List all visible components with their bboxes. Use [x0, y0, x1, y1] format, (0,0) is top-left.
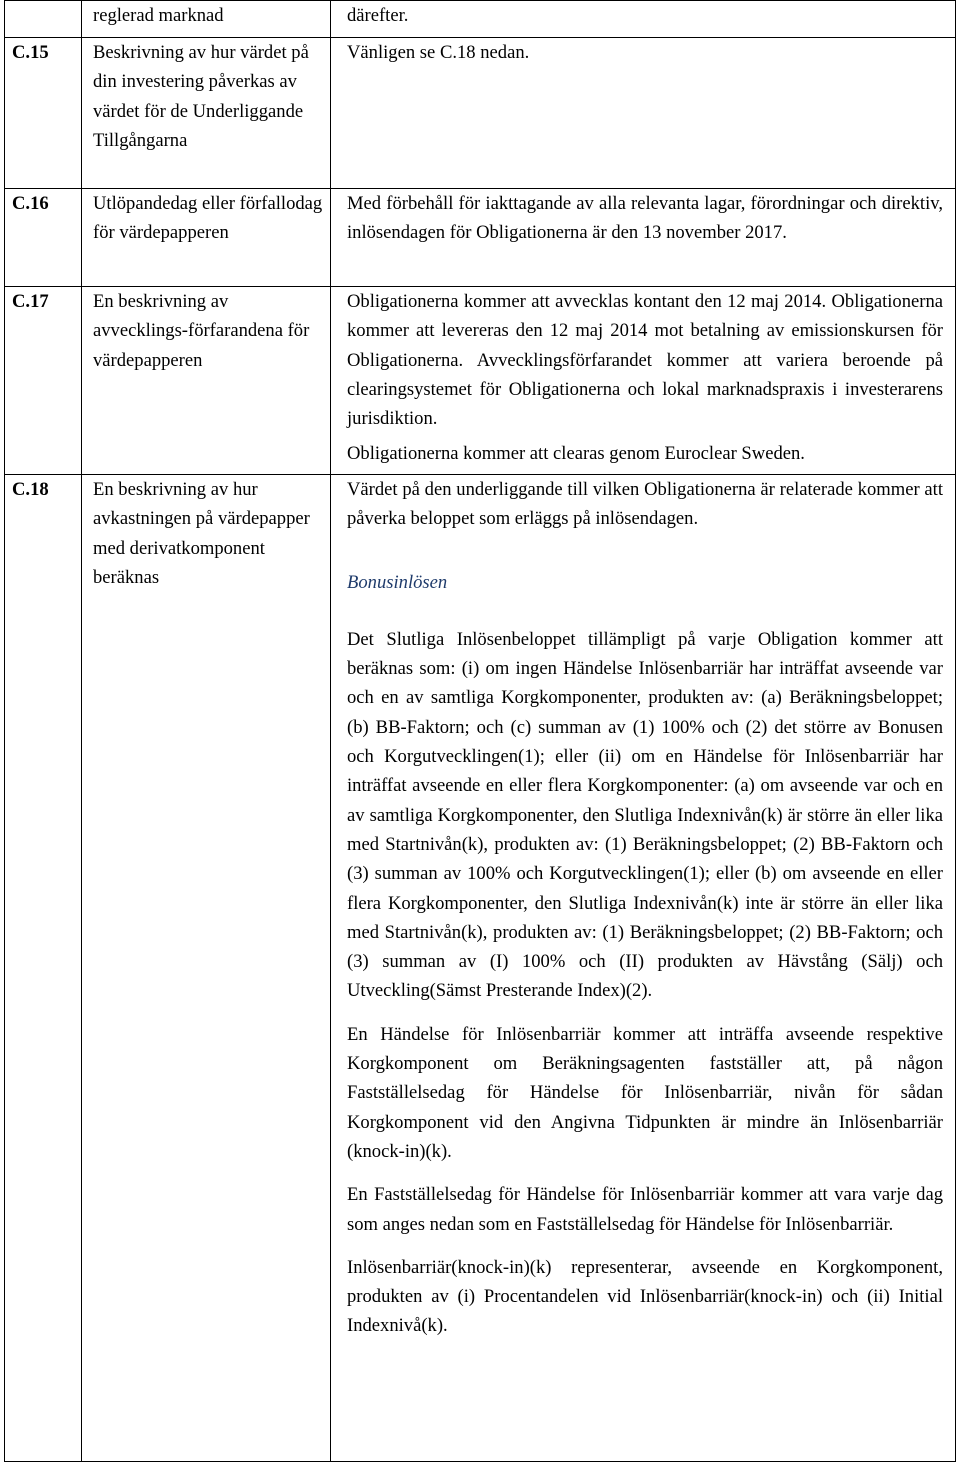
row-code: C.16 [5, 189, 82, 287]
body-paragraph: Med förbehåll för iakttagande av alla relevanta lagar, förordningar och direktiv, inlösendagen för Obligationerna är den 13 november 2017. [347, 193, 943, 244]
table-row-c16 [5, 189, 956, 287]
row-body [331, 1, 956, 38]
row-description: Utlöpandedag eller förfallodag för värdepapperen [82, 189, 331, 287]
body-paragraph: Obligationerna kommer att avvecklas kontant den 12 maj 2014. Obligationerna kommer att levereras den 12 maj 2014 mot betalning av emissionskursen för Obligationerna. Avvecklingsförfarandet kommer att variera beroende på clearingsystemet för Obligationerna och lokal marknadspraxis i investerarens jurisdiktion. [347, 291, 943, 430]
table-row [5, 1, 956, 38]
row-body [331, 475, 956, 1462]
table-row-c18 [5, 475, 956, 1462]
row-code: C.18 [5, 475, 82, 1462]
body-paragraph: Det Slutliga Inlösenbeloppet tillämpligt på varje Obligation kommer att beräknas som: (i) om ingen Händelse Inlösenbarriär har inträffat avseende var och en av samtliga Korgkomponenter, produkten av: (a) Beräkningsbeloppet; (b) BB-Faktorn; och (c) summan av (1) 100% och (2) det större av Bonusen och Korgutvecklingen(1); eller (ii) om en Händelse för Inlösenbarriär har inträffat avseende en eller flera Korgkomponenter: (a) om avseende var och en av samtliga Korgkomponenter, den Slutliga Indexnivån(k) är större än eller lika med Startnivån(k), produkten av: (1) Beräkningsbeloppet; (2) BB-Faktorn och (3) summan av 100% och Korgutvecklingen(1); eller (b) om avseende en eller flera Korgkomponenter, den Slutliga Indexnivån(k) inte är större än eller lika med Startnivån(k), produkten av: (1) Beräkningsbeloppet; (2) BB-Faktorn; och (3) summan av (I) 100% och (II) produkten av Hävstång (Sälj) och Utveckling(Sämst Presterande Index)(2). [347, 628, 943, 1002]
row-description: reglerad marknad [82, 1, 331, 38]
table-row-c17 [5, 287, 956, 475]
row-description: En beskrivning av avvecklings-förfarandena för värdepapperen [82, 287, 331, 475]
row-body [331, 38, 956, 189]
row-description: En beskrivning av hur avkastningen på värdepapper med derivatkomponent beräknas [82, 475, 331, 1462]
body-paragraph: Vänligen se C.18 nedan. [347, 42, 530, 63]
section-subheading: Bonusinlösen [347, 571, 448, 593]
row-code: C.15 [5, 38, 82, 189]
row-description: Beskrivning av hur värdet på din investering påverkas av värdet för de Underliggande Tillgångarna [82, 38, 331, 189]
row-code: C.17 [5, 287, 82, 475]
body-paragraph: Obligationerna kommer att clearas genom Euroclear Sweden. [347, 443, 805, 465]
body-paragraph: En Händelse för Inlösenbarriär kommer att inträffa avseende respektive Korgkomponent om Beräkningsagenten fastställer att, på någon Fastställelsedag för Händelse för Inlösenbarriär, nivån för sådan Korgkomponent vid den Angivna Tidpunkten är mindre än Inlösenbarriär (knock-in)(k). [347, 1023, 943, 1162]
body-paragraph: därefter. [347, 5, 409, 26]
body-paragraph: En Fastställelsedag för Händelse för Inlösenbarriär kommer att vara varje dag som anges nedan som en Fastställelsedag för Händelse för Inlösenbarriär. [347, 1184, 943, 1235]
row-code [5, 1, 82, 38]
row-body [331, 189, 956, 287]
intro-paragraph: Värdet på den underliggande till vilken Obligationerna är relaterade kommer att påverka beloppet som erläggs på inlösendagen. [347, 479, 943, 530]
document-table [4, 0, 956, 1462]
row-body [331, 287, 956, 475]
body-paragraph: Inlösenbarriär(knock-in)(k) representerar, avseende en Korgkomponent, produkten av (i) Procentandelen vid Inlösenbarriär(knock-in) och (ii) Initial Indexnivå(k). [347, 1256, 943, 1337]
table-row-c15 [5, 38, 956, 189]
